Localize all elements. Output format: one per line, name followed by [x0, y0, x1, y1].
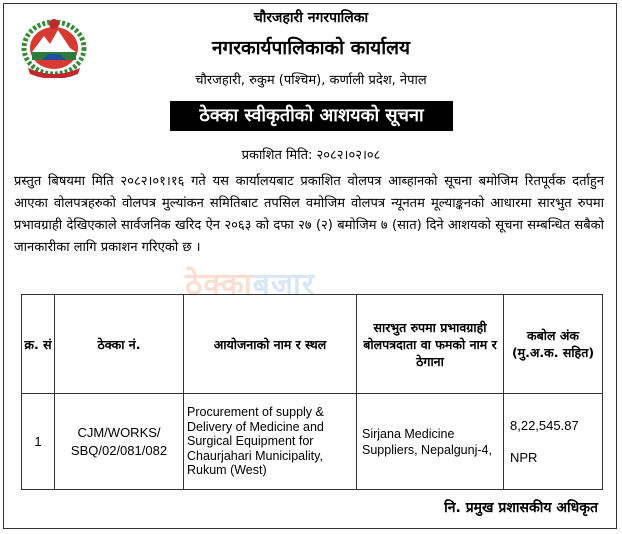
cell-contract-no: [55, 394, 184, 490]
watermark-part2: बजार: [252, 268, 316, 301]
notice-body: प्रस्तुत बिषयमा मिति २०८२।०१।१६ गते यस कार्यालयबाट प्रकाशित वोलपत्र आब्हानको सूचना बमोजिम रितपूर्वक दर्ताहुन आएका वोलपत्रहरुको वोलपत्र मुल्यांकन समितिबाट तपसिल वमोजिम वोलपत्र न्यूनतम मूल्याङ्कनको आधारमा सारभुत रुपमा प्रभावग्राही देखिएकाले सार्वजनिक खरिद ऐन २०६३ को दफा २७ (२) बमोजिम ७ (सात) दिने आशयको सूचना सम्बन्धित सबैको जानकारीका लागि प्रकाशन गरिएको छ ।: [14, 174, 604, 255]
header-project: आयोजनाको नाम र स्थल: [184, 295, 357, 394]
cell-bidder: Sirjana Medicine Suppliers, Nepalgunj-4,: [357, 394, 504, 490]
watermark-part1: ठेक्का: [185, 268, 253, 301]
header-contract-no: ठेक्का नं.: [55, 295, 184, 394]
amount-currency: NPR: [510, 449, 538, 465]
contract-no-line1: CJM/WORKS/: [77, 424, 161, 440]
cell-amount: [504, 394, 603, 490]
municipality-name: चौरजहारी नगरपालिका: [253, 10, 369, 26]
office-name: नगरकार्यपालिकाको कार्यालय: [211, 37, 411, 59]
signatory: नि. प्रमुख प्रशासकीय अधिकृत: [444, 500, 598, 516]
amount-value: 8,22,545.87: [510, 417, 579, 433]
cell-sn: 1: [22, 394, 55, 490]
publish-date: प्रकाशित मिति: २०८२।०२।०८: [241, 148, 381, 163]
header-amount: कबोल अंक (मु.अ.क. सहित): [504, 295, 603, 394]
table-header-row: [22, 295, 603, 394]
table-row: [22, 394, 603, 490]
notice-title: ठेक्का स्वीकृतीको आशयको सूचना: [170, 101, 453, 131]
contract-table: [21, 294, 603, 490]
office-address: चौरजहारी, रुकुम (पश्चिम), कर्णाली प्रदेश, नेपाल: [195, 73, 427, 88]
header-sn: क्र. सं: [22, 295, 55, 394]
header-bidder: सारभुत रुपमा प्रभावग्राही बोलपत्रदाता वा फमको नाम र ठेगाना: [357, 295, 504, 394]
contract-no-line2: SBQ/02/081/082: [70, 442, 168, 458]
cell-project: Procurement of supply & Delivery of Medicine and Surgical Equipment for Chaurjahari Municipality, Rukum (West): [184, 394, 357, 490]
